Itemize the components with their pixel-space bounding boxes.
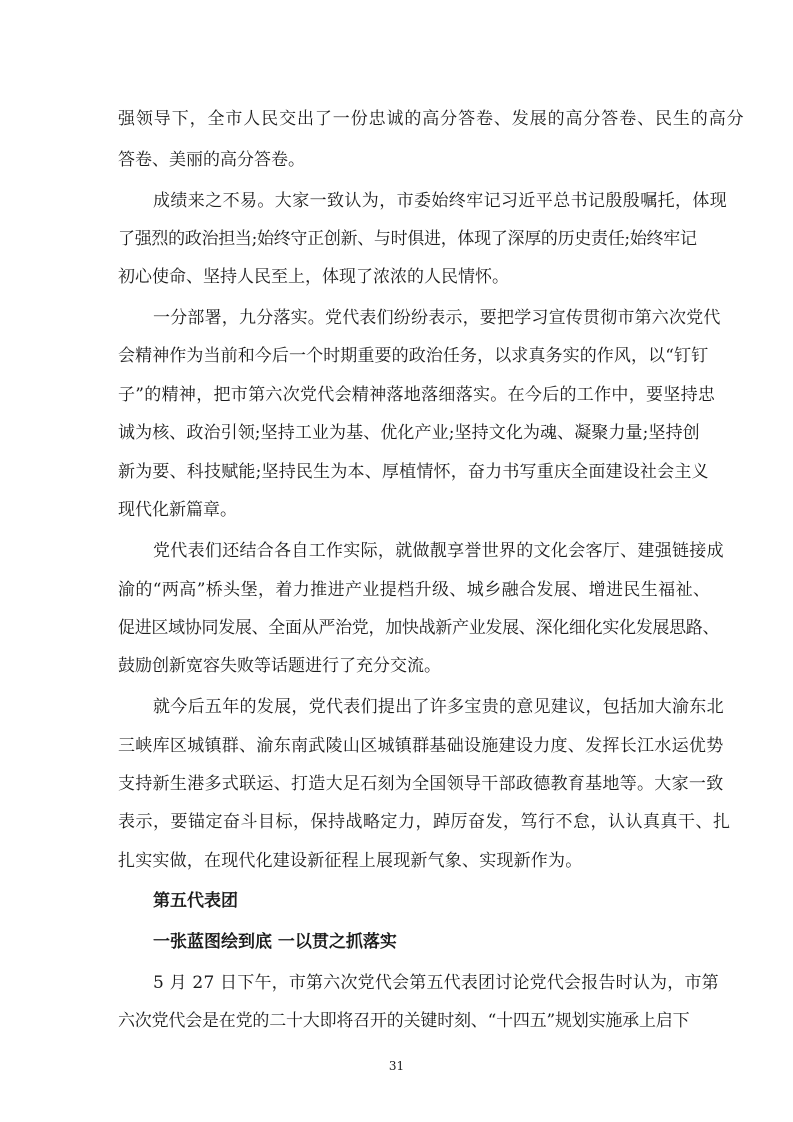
body-text-line: 渝的“两高”桥头堡，着力推进产业提档升级、城乡融合发展、增进民生福祉、 xyxy=(118,580,711,600)
section-heading: 第五代表团 xyxy=(153,891,238,911)
page-number: 31 xyxy=(388,1059,405,1073)
body-text-line: 支持新生港多式联运、打造大足石刻为全国领导干部政德教育基地等。大家一致 xyxy=(118,774,724,794)
body-text-line: 六次党代会是在党的二十大即将召开的关键时刻、“十四五”规划实施承上启下 xyxy=(118,1011,690,1031)
body-text-line: 现代化新篇章。 xyxy=(118,500,237,520)
body-text-line: 诚为核、政治引领;坚持工业为基、优化产业;坚持文化为魂、凝聚力量;坚持创 xyxy=(118,423,700,443)
body-text-line: 强领导下，全市人民交出了一份忠诚的高分答卷、发展的高分答卷、民生的高分 xyxy=(118,109,745,129)
body-text-line: 就今后五年的发展，党代表们提出了许多宝贵的意见建议，包括加大渝东北 xyxy=(153,697,724,717)
body-text-line: 答卷、美丽的高分答卷。 xyxy=(118,150,305,170)
body-text-line: 扎实实做，在现代化建设新征程上展现新气象、实现新作为。 xyxy=(118,851,583,871)
body-text-line: 子”的精神，把市第六次党代会精神落地落细落实。在今后的工作中，要坚持忠 xyxy=(118,385,716,405)
body-text-line: 党代表们还结合各自工作实际，就做靓享誉世界的文化会客厅、建强链接成 xyxy=(153,541,724,561)
body-text-line: 成绩来之不易。大家一致认为，市委始终牢记习近平总书记殷殷嘱托，体现 xyxy=(153,191,728,211)
body-text-line: 三峡库区城镇群、渝东南武陵山区城镇群基础设施建设力度、发挥长江水运优势 xyxy=(118,736,724,756)
body-text-line: 促进区域协同发展、全面从严治党，加快战新产业发展、深化细化实化发展思路、 xyxy=(118,618,720,638)
body-text-line: 会精神作为当前和今后一个时期重要的政治任务，以求真务实的作风，以“钉钉 xyxy=(118,346,709,366)
body-text-line: 一分部署，九分落实。党代表们纷纷表示，要把学习宣传贯彻市第六次党代 xyxy=(153,308,721,328)
body-text-line: 了强烈的政治担当;始终守正创新、与时俱进，体现了深厚的历史责任;始终牢记 xyxy=(118,229,697,249)
sub-heading: 一张蓝图绘到底 一以贯之抓落实 xyxy=(153,932,397,952)
body-text-line: 新为要、科技赋能;坚持民生为本、厚植情怀，奋力书写重庆全面建设社会主义 xyxy=(118,462,709,482)
body-text-line: 5 月 27 日下午，市第六次党代会第五代表团讨论党代会报告时认为，市第 xyxy=(153,973,719,993)
body-text-line: 表示，要锚定奋斗目标，保持战略定力，踔厉奋发，笃行不怠，认认真真干、扎 xyxy=(118,812,731,832)
body-text-line: 初心使命、坚持人民至上，体现了浓浓的人民情怀。 xyxy=(118,267,509,287)
body-text-line: 鼓励创新宽容失败等话题进行了充分交流。 xyxy=(118,656,441,676)
